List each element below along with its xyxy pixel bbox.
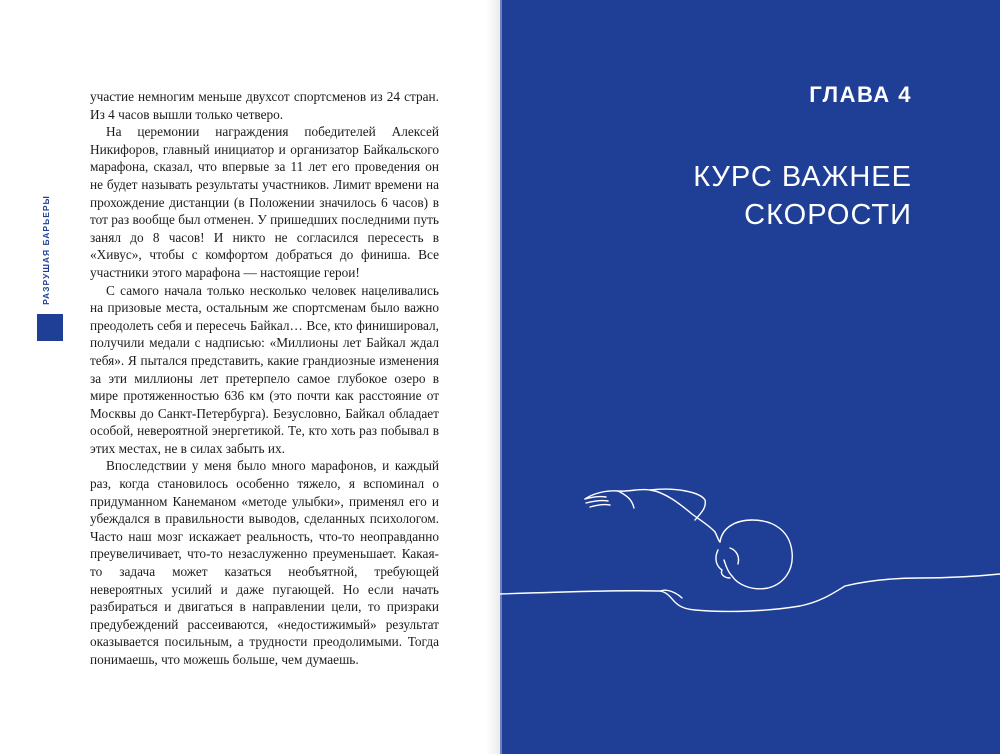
body-text — [90, 88, 439, 669]
paragraph: С самого начала только несколько человек нацеливались на призовые места, остальным же спортсменам было важно преодолеть себя и пересечь Байкал… Все, кто финишировал, получили медали с надписью: «Миллионы лет Байкал ждал тебя». Я пытался представить, какие грандиозные изменения за эти миллионы лет претерпело самое глубокое озеро в мире протяженностью 636 км (это почти как расстояние от Москвы до Санкт-Петербурга). Безусловно, Байкал обладает особой, невероятной энергетикой. Те, кто хоть раз побывал в этих местах, не в силах забыть их. — [90, 282, 439, 456]
paragraph: участие немногим меньше двухсот спортсменов из 24 стран. Из 4 часов вышли только четверо. — [90, 89, 439, 122]
swimmer-face — [716, 550, 730, 578]
chapter-title — [572, 158, 912, 234]
chapter-title-line: КУРС ВАЖНЕЕ — [693, 161, 912, 193]
paragraph: Впоследствии у меня было много марафонов, и каждый раз, когда становилось особенно тяжело, я вспоминал о придуманном Канеманом «методе улыбки», применял его и убеждался в правильности выводов, сделанных психологом. Часто наш мозг искажает реальность, что-то неоправданно преувеличивает, что-то незаслуженно преуменьшает. Какая-то задача может казаться необъятной, требующей невероятных усилий и даже пугающей. Но если начать разбираться и двигаться в направлении цели, то призраки предубеждений рассеиваются, «недостижимый» результат оказывается посильным, а трудности преодолимыми. Тогда понимаешь, что можешь больше, чем думаешь. — [90, 458, 439, 667]
gutter-line — [500, 0, 502, 754]
right-page — [500, 0, 1000, 754]
gutter-shadow — [486, 0, 500, 754]
swimmer-shoulder — [715, 532, 720, 542]
swimmer-body — [650, 489, 705, 520]
swimmer-goggles — [724, 548, 739, 576]
swimmer-arm — [585, 489, 715, 532]
chapter-label: ГЛАВА 4 — [809, 82, 912, 107]
water-line — [500, 574, 1000, 611]
running-head-text: РАЗРУШАЯ БАРЬЕРЫ — [41, 195, 51, 305]
running-head — [38, 190, 54, 310]
chapter-title-line: СКОРОСТИ — [744, 199, 912, 231]
swimmer-illustration — [500, 470, 1000, 630]
paragraph: На церемонии награждения победителей Алексей Никифоров, главный инициатор и организатор Байкальского марафона, сказал, что впервые за 11 лет его проведения он не будет называть результаты участников. Лимит времени на прохождение дистанции (в Положении значилось 6 часов) в тот раз вообще был отменен. У пришедших последними путь занял до 8 часов! И никто не согласился пересесть в «Хивус», чтобы с комфортом добраться до финиша. Все участники этого марафона — настоящие герои! — [90, 124, 439, 280]
swimmer-cap — [720, 520, 792, 589]
side-marker-block — [37, 314, 63, 341]
swimmer-hand — [585, 491, 634, 508]
